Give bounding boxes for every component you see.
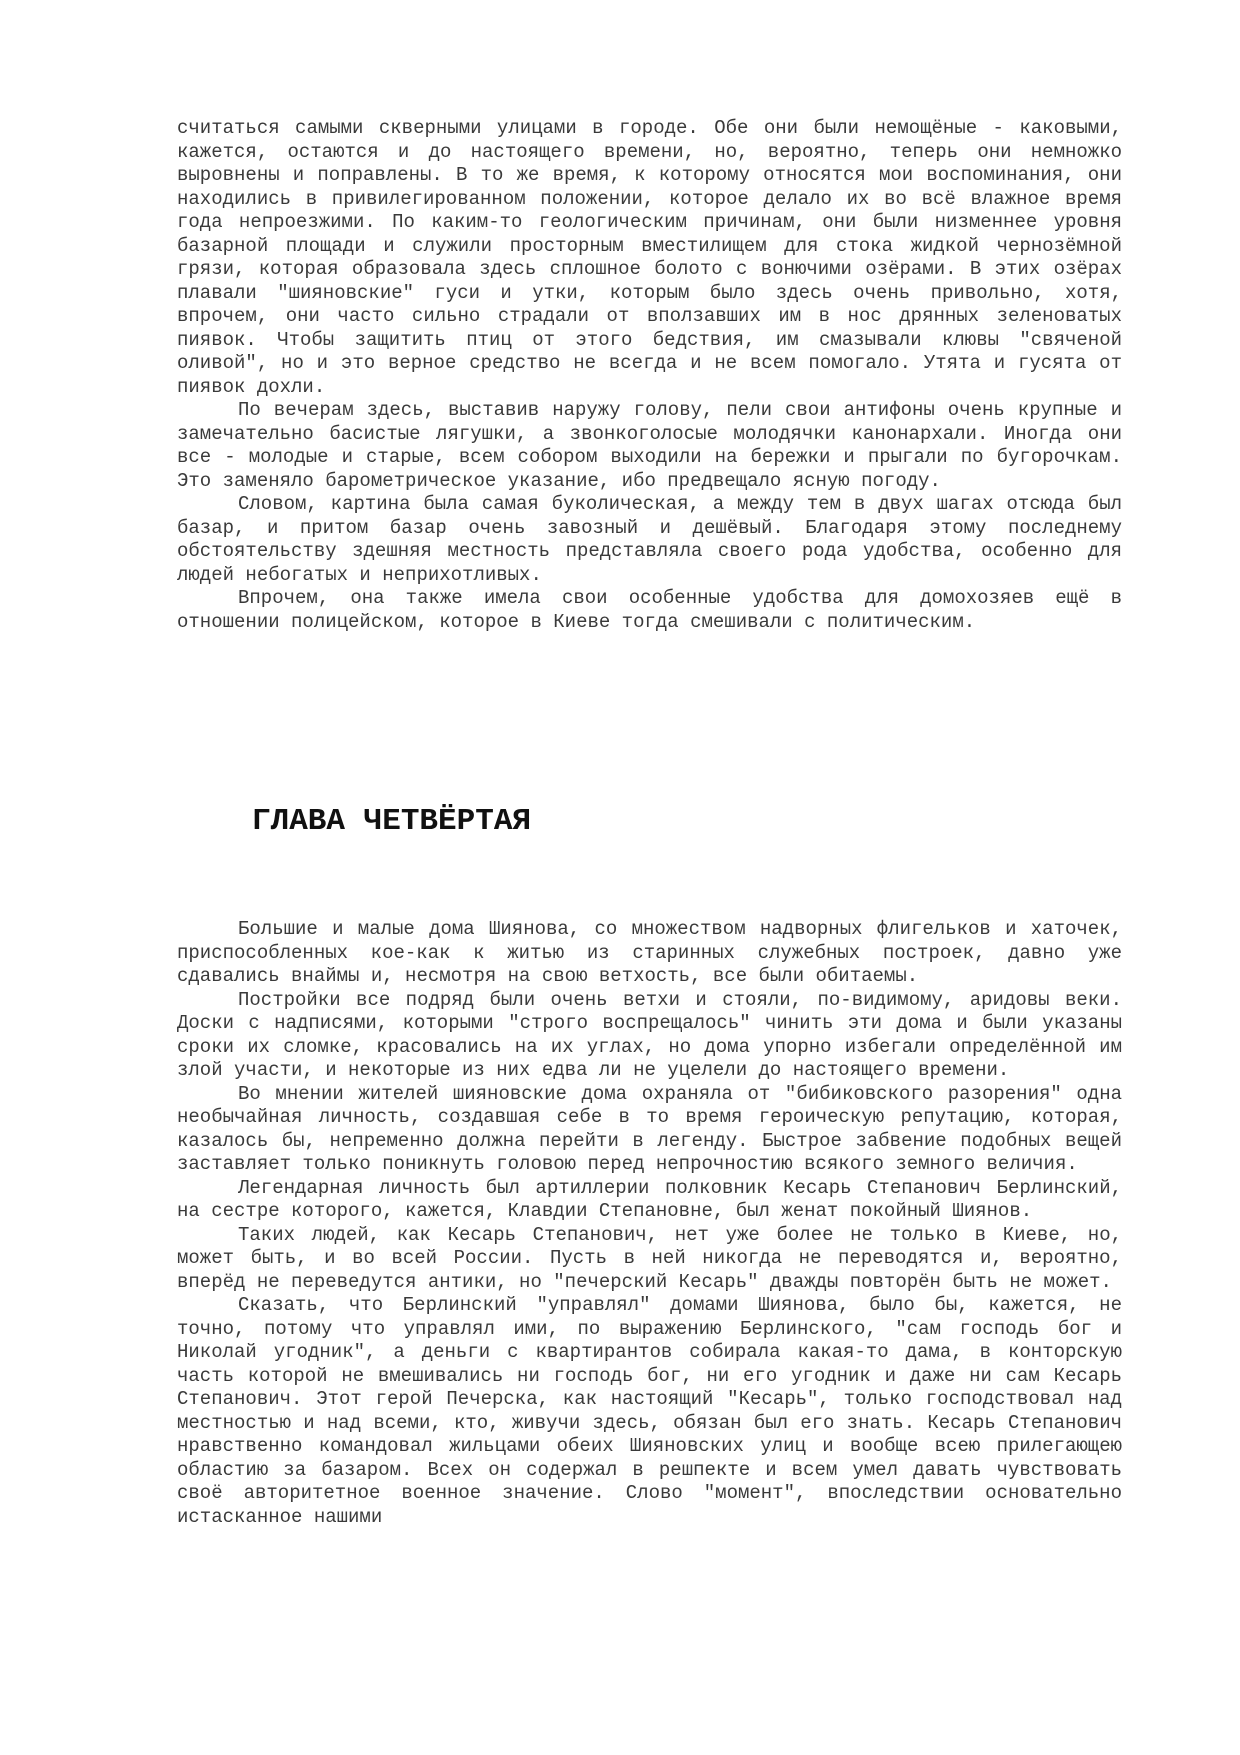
chapter-title: ГЛАВА ЧЕТВЁРТАЯ xyxy=(252,804,532,839)
paragraph: Словом, картина была самая буколическая, а между тем в двух шагах отсюда был базар, и притом базар очень завозный и дешёвый. Благодаря этому последнему обстоятельству здешняя местность представляла своего рода удобства, особенно для людей небогатых и неприхотливых. xyxy=(177,493,1122,586)
paragraph: считаться самыми скверными улицами в городе. Обе они были немощёные - каковыми, кажется, остаются и до настоящего времени, но, вероятно, теперь они немножко выровнены и поправлены. В то же время, к которому относятся мои воспоминания, они находились в привилегированном положении, которое делало их во всё влажное время года непроезжими. По каким-то геологическим причинам, они были низменнее уровня базарной площади и служили просторным вместилищем для стока жидкой чернозёмной грязи, которая образовала здесь сплошное болото с вонючими озёрами. В этих озёрах плавали "шияновские" гуси и утки, которым было здесь очень привольно, хотя, впрочем, они часто сильно страдали от вползавших им в нос дрянных зеленоватых пиявок. Чтобы защитить птиц от этого бедствия, им смазывали клювы "свяченой оливой", но и это верное средство не всегда и не всем помогало. Утята и гусята от пиявок дохли. xyxy=(177,117,1122,398)
text-section-top xyxy=(177,117,1122,634)
text-section-bottom xyxy=(177,918,1122,1529)
paragraph: Легендарная личность был артиллерии полковник Кесарь Степанович Берлинский, на сестре которого, кажется, Клавдии Степановне, был женат покойный Шиянов. xyxy=(177,1176,1122,1222)
paragraph: Постройки все подряд были очень ветхи и стояли, по-видимому, аридовы веки. Доски с надписями, которыми "строго воспрещалось" чинить эти дома и были указаны сроки их сломке, красовались на их углах, но дома упорно избегали определённой им злой участи, и некоторые из них едва ли не уцелели до настоящего времени. xyxy=(177,988,1122,1081)
paragraph: По вечерам здесь, выставив наружу голову, пели свои антифоны очень крупные и замечательно басистые лягушки, а звонкоголосые молодячки канонархали. Иногда они все - молодые и старые, всем собором выходили на бережки и прыгали по бугорочкам. Это заменяло барометрическое указание, ибо предвещало ясную погоду. xyxy=(177,399,1122,492)
paragraph: Впрочем, она также имела свои особенные удобства для домохозяев ещё в отношении полицейском, которое в Киеве тогда смешивали с политическим. xyxy=(177,587,1122,633)
paragraph: Во мнении жителей шияновские дома охраняла от "бибиковского разорения" одна необычайная личность, создавшая себе в то время героическую репутацию, которая, казалось бы, непременно должна перейти в легенду. Быстрое забвение подобных вещей заставляет только поникнуть головою перед непрочностию всякого земного величия. xyxy=(177,1082,1122,1175)
paragraph: Сказать, что Берлинский "управлял" домами Шиянова, было бы, кажется, не точно, потому что управлял ими, по выражению Берлинского, "сам господь бог и Николай угодник", а деньги с квартирантов собирала какая-то дама, в конторскую часть которой не вмешивались ни господь бог, ни его угодник и даже ни сам Кесарь Степанович. Этот герой Печерска, как настоящий "Кесарь", только господствовал над местностью и над всеми, кто, живучи здесь, обязан был его знать. Кесарь Степанович нравственно командовал жильцами обеих Шияновских улиц и вообще всею прилегающею областию за базаром. Всех он содержал в решпекте и всем умел давать чувствовать своё авторитетное военное значение. Слово "момент", впоследствии основательно истасканное нашими xyxy=(177,1294,1122,1528)
paragraph: Таких людей, как Кесарь Степанович, нет уже более не только в Киеве, но, может быть, и во всей России. Пусть в ней никогда не переводятся и, вероятно, вперёд не переведутся антики, но "печерский Кесарь" дважды повторён быть не может. xyxy=(177,1223,1122,1293)
paragraph: Большие и малые дома Шиянова, со множеством надворных флигельков и хаточек, приспособленных кое-как к житью из старинных служебных построек, давно уже сдавались внаймы и, несмотря на свою ветхость, все были обитаемы. xyxy=(177,918,1122,987)
